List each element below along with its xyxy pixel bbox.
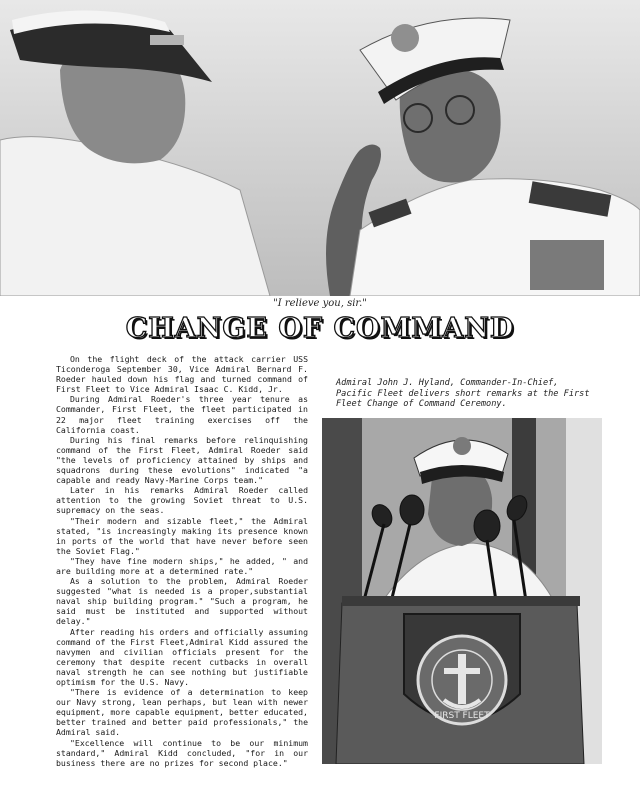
article-paragraph: During Admiral Roeder's three year tenure as Commander, First Fleet, the fleet participated in 22 major fleet training exercises off the California coast. [56,394,308,435]
podium-photo-illustration [322,418,602,764]
article-paragraph: "Their modern and sizable fleet," the Admiral stated, "is increasingly making its presence known in ports of the world that have never before seen the Soviet Flag." [56,515,308,556]
podium-photo [322,418,602,764]
article-paragraph: During his final remarks before relinquishing command of the First Fleet, Admiral Roeder said "the levels of proficiency attained by ships and squadrons during these evolutions" indicated "a capable and ready Navy-Marine Corps team." [56,434,308,486]
photo-caption: "I relieve you, sir." [273,298,367,309]
article-paragraph: On the flight deck of the attack carrier USS Ticonderoga September 30, Vice Admiral Bernard F. Roeder hauled down his flag and turned command of First Fleet to Vice Admiral Isaac C. Kidd, Jr. [56,354,308,395]
article-paragraph: "There is evidence of a determination to keep our Navy strong, lean perhaps, but lean with newer equipment, more capable equipment, better educated, better trained and better paid professionals," the Admiral said. [56,687,308,738]
article-paragraph: "Excellence will continue to be our minimum standard," Admiral Kidd concluded, "for in our business there are no prizes for second place." [56,737,308,768]
article-body [56,354,308,768]
article-paragraph: Later in his remarks Admiral Roeder called attention to the growing Soviet threat to U.S. supremacy on the seas. [56,485,308,516]
salute-photo-illustration [0,0,640,296]
salute-photo [0,0,640,296]
article-paragraph: After reading his orders and officially assuming command of the First Fleet,Admiral Kidd assured the navymen and civilian officials present for the ceremony that despite recent cutbacks in overall naval strength he can see nothing but justifiable optimism for the U.S. Navy. [56,626,308,687]
headline: CHANGE OF COMMAND [125,313,515,344]
article-paragraph: As a solution to the problem, Admiral Roeder suggested "what is needed is a proper,substantial naval ship building program." "Such a program, he said must be instituted and supported without delay." [56,576,308,627]
article-paragraph: "They have fine modern ships," he added, " and are building more at a determined rate." [56,555,308,576]
side-photo-caption: Admiral John J. Hyland, Commander-In-Chief, Pacific Fleet delivers short remarks at the First Fleet Change of Command Ceremony. [336,378,590,409]
podium-seal-text: FIRST FLEET [434,711,490,721]
